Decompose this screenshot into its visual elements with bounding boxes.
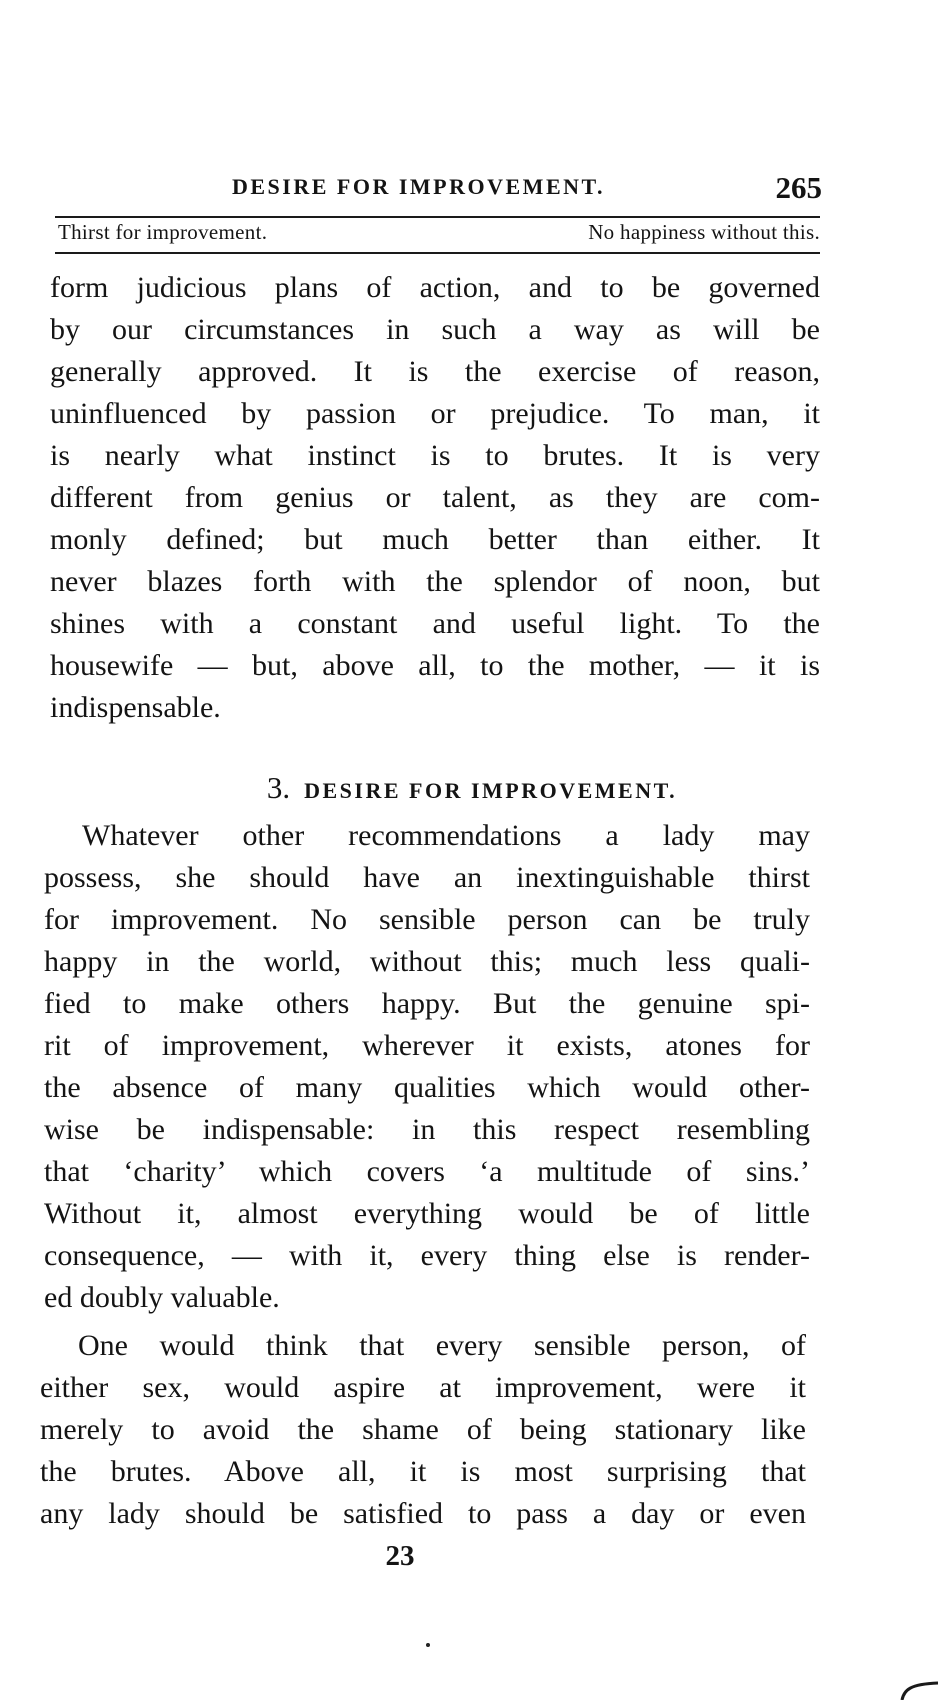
corner-ink-mark <box>900 1680 940 1700</box>
text-line: One would think that every sensible person, of <box>78 1329 806 1362</box>
signature-mark: 23 <box>385 1540 415 1572</box>
text-line: form judicious plans of action, and to be governed <box>50 271 820 304</box>
text-line: either sex, would aspire at improvement, were it <box>40 1371 806 1404</box>
text-line: possess, she should have an inextinguishable thirst <box>44 861 810 894</box>
running-head <box>52 170 822 214</box>
text-line: ed doubly valuable. <box>44 1281 280 1314</box>
text-line: the absence of many qualities which would other- <box>44 1071 810 1104</box>
section-title: DESIRE FOR IMPROVEMENT. <box>304 778 678 803</box>
paragraph-1 <box>50 267 820 729</box>
text-line: never blazes forth with the splendor of noon, but <box>50 565 820 598</box>
text-line: Whatever other recommendations a lady may <box>82 819 810 852</box>
text-line: Without it, almost everything would be of little <box>44 1197 810 1230</box>
section-number: 3. <box>266 770 291 805</box>
text-line: fied to make others happy. But the genuine spi- <box>44 987 810 1020</box>
subhead-right: No happiness without this. <box>588 220 820 244</box>
text-line: happy in the world, without this; much less quali- <box>44 945 810 978</box>
running-title: DESIRE FOR IMPROVEMENT. <box>232 174 606 199</box>
text-line: any lady should be satisfied to pass a day or even <box>40 1497 806 1530</box>
header-rule-bottom <box>55 252 820 254</box>
text-line: uninfluenced by passion or prejudice. To man, it <box>50 397 820 430</box>
header-rule-top <box>55 216 820 218</box>
text-line: generally approved. It is the exercise of reason, <box>50 355 820 388</box>
text-line: rit of improvement, wherever it exists, atones for <box>44 1029 810 1062</box>
text-line: the brutes. Above all, it is most surprising that <box>40 1455 806 1488</box>
text-line: for improvement. No sensible person can be truly <box>44 903 810 936</box>
text-line: monly defined; but much better than either. It <box>50 523 820 556</box>
ink-speck <box>426 1643 430 1647</box>
text-line: is nearly what instinct is to brutes. It is very <box>50 439 820 472</box>
text-line: merely to avoid the shame of being stationary like <box>40 1413 806 1446</box>
text-line: different from genius or talent, as they are com- <box>50 481 820 514</box>
paragraph-2 <box>44 815 810 1319</box>
text-line: wise be indispensable: in this respect resembling <box>44 1113 810 1146</box>
text-line: consequence, — with it, every thing else is render- <box>44 1239 810 1272</box>
section-heading <box>0 770 944 806</box>
paragraph-3 <box>40 1325 806 1535</box>
subhead-left: Thirst for improvement. <box>58 220 268 244</box>
text-line: that ‘charity’ which covers ‘a multitude of sins.’ <box>44 1155 810 1188</box>
text-line: housewife — but, above all, to the mother, — it is <box>50 649 820 682</box>
text-line: indispensable. <box>50 691 221 724</box>
page-number: 265 <box>775 170 822 205</box>
text-line: shines with a constant and useful light. To the <box>50 607 820 640</box>
text-line: by our circumstances in such a way as will be <box>50 313 820 346</box>
